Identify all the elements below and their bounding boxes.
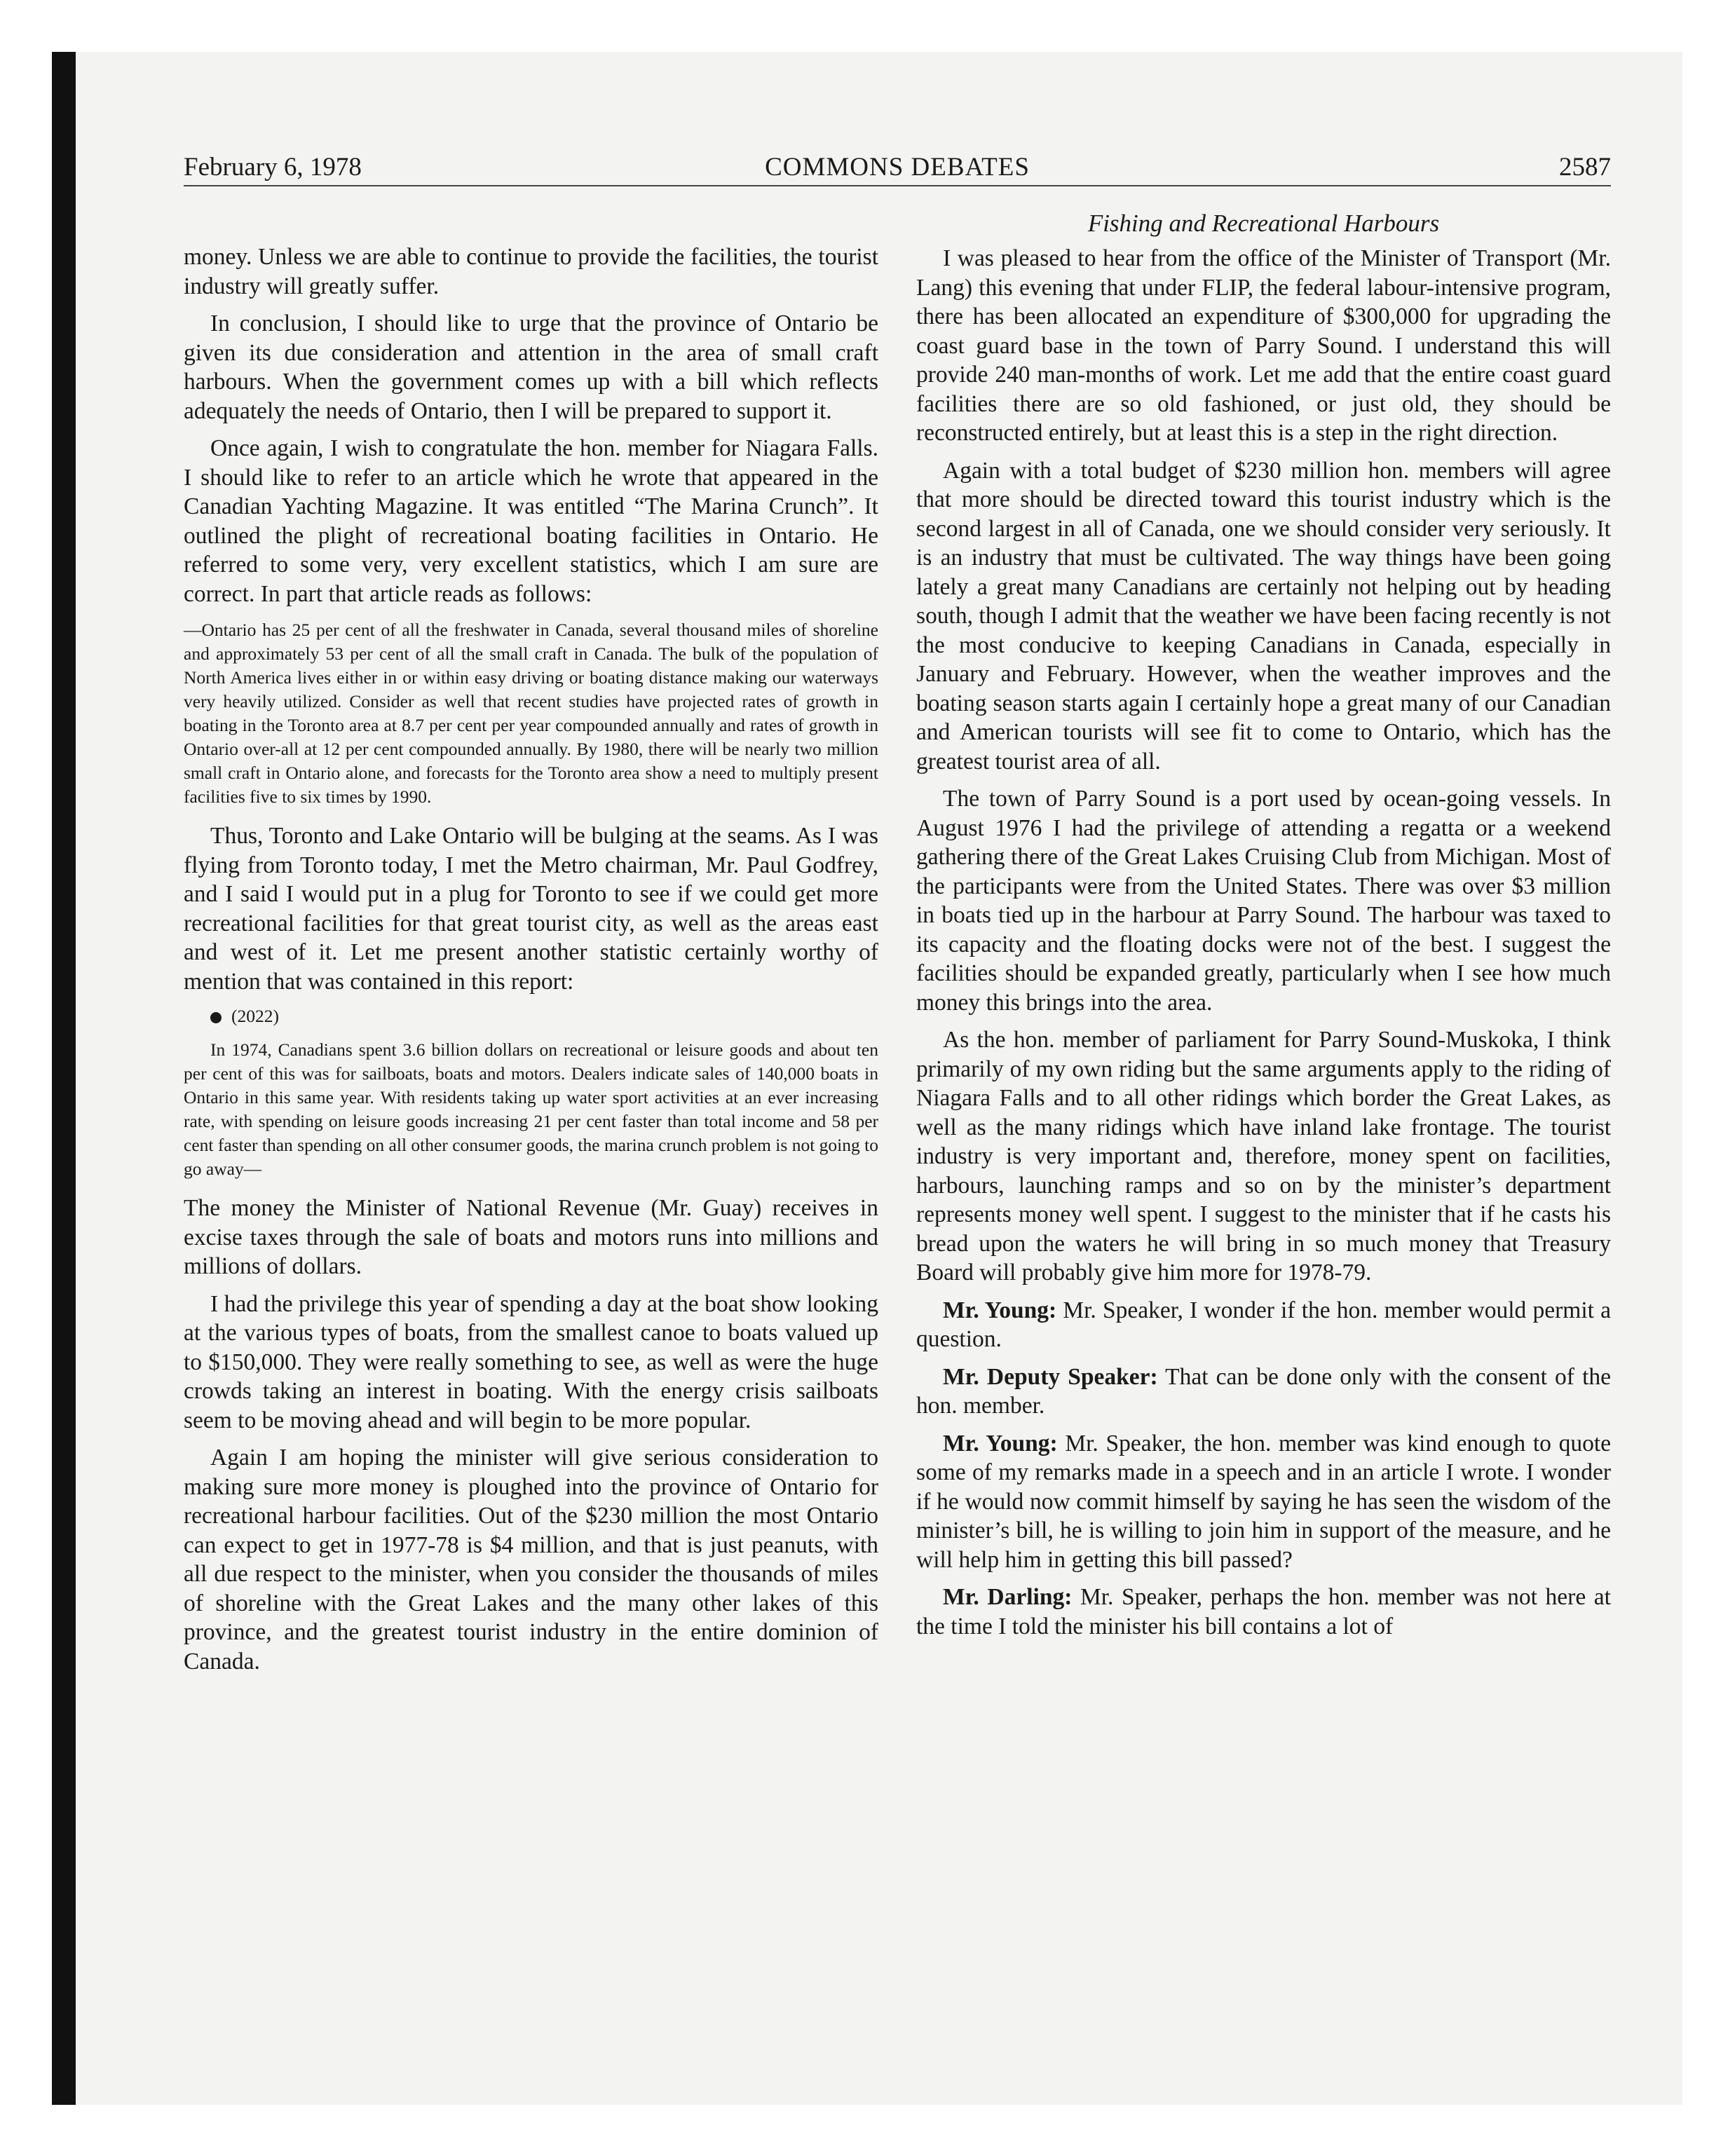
header-date: February 6, 1978	[184, 153, 362, 182]
paragraph: Thus, Toronto and Lake Ontario will be bulging at the seams. As I was flying from Toronto today, I met the Metro chairman, Mr. Paul Godfrey, and I said I would put in a plug for Toronto to see if we could get more recreational facilities for that great tourist city, as well as the areas east and west of it. Let me present another statistic certainly worthy of mention that was contained in this report:	[184, 823, 878, 995]
paragraph: The town of Parry Sound is a port used by ocean-going vessels. In August 1976 I had the privilege of attending a regatta or a weekend gathering there of the Great Lakes Cruising Club from Michigan. Most of the participants were from the United States. There was over $3 million in boats tied up in the harbour at Parry Sound. The harbour was taxed to its capacity and the floating docks were not of the best. I suggest the facilities should be expanded greatly, particularly when I see how much money this brings into the area.	[916, 786, 1611, 1016]
section-heading: Fishing and Recreational Harbours	[1087, 210, 1440, 237]
time-marker	[184, 1004, 878, 1028]
speaker-turn	[916, 1429, 1611, 1575]
paragraph: I was pleased to hear from the office of the Minister of Transport (Mr. Lang) this evening that under FLIP, the federal labour-intensive program, there has been allocated an expenditure of $300,000 for upgrading the coast guard base in the town of Parry Sound. I understand this will provide 240 man-months of work. Let me add that the entire coast guard facilities there are so old fashioned, or just old, they should be reconstructed entirely, but at least this is a step in the right direction.	[916, 245, 1611, 446]
speaker-turn	[916, 1296, 1611, 1354]
speaker-turn	[916, 1583, 1611, 1641]
speaker-turn	[916, 1363, 1611, 1421]
paragraph: Again I am hoping the minister will give serious consideration to making sure more money is ploughed into the province of Ontario for recreational harbour facilities. Out of the $230 million the most Ontario can expect to get in 1977-78 is $4 million, and that is just peanuts, with all due respect to the minister, when you consider the thousands of miles of shoreline with the Great Lakes and the many other lakes of this province, and the greatest tourist industry in the entire dominion of Canada.	[184, 1445, 878, 1674]
speaker-name: Mr. Deputy Speaker:	[943, 1363, 1158, 1390]
bullet-icon	[210, 1012, 222, 1023]
speaker-text: Mr. Speaker, perhaps the hon. member was not here at the time I told the minister his bill contains a lot of	[916, 1584, 1611, 1639]
quoted-excerpt: In 1974, Canadians spent 3.6 billion dollars on recreational or leisure goods and about ten per cent of this was for sailboats, boats and motors. Dealers indicate sales of 140,000 boats in Ontario in this same year. With residents taking up water sport activities at an ever increasing rate, with spending on leisure goods increasing 21 per cent faster than total income and 58 per cent faster than spending on all other consumer goods, the marina crunch problem is not going to go away—	[184, 1039, 878, 1179]
left-column	[184, 243, 878, 1684]
right-column	[916, 207, 1611, 1649]
page-header	[184, 150, 1611, 186]
speaker-text: That can be done only with the consent of the hon. member.	[916, 1363, 1611, 1419]
paragraph: Again with a total budget of $230 million hon. members will agree that more should be directed toward this tourist industry which is the second largest in all of Canada, one we should consider very seriously. It is an industry that must be cultivated. The way things have been going lately a great many Canadians are certainly not helping out by heading south, though I admit that the weather we have been facing recently is not the most conducive to keeping Canadians in Canada, especially in January and February. However, when the weather improves and the boating season starts again I certainly hope a great many of our Canadian and American tourists will see fit to come to Ontario, which has the greatest tourist area of all.	[916, 457, 1611, 775]
header-publication: COMMONS DEBATES	[765, 153, 1030, 182]
speaker-name: Mr. Young:	[943, 1297, 1057, 1323]
paragraph: The money the Minister of National Revenue (Mr. Guay) receives in excise taxes through the sale of boats and motors runs into millions and millions of dollars.	[184, 1195, 878, 1279]
paragraph: I had the privilege this year of spending a day at the boat show looking at the various types of boats, from the smallest canoe to boats valued up to $150,000. They were really something to see, as well as were the huge crowds taking an interest in boating. With the energy crisis sailboats seem to be moving ahead and will begin to be more popular.	[184, 1290, 878, 1433]
speaker-name: Mr. Darling:	[943, 1584, 1073, 1610]
speaker-text: Mr. Speaker, the hon. member was kind enough to quote some of my remarks made in a speech and in an article I wrote. I wonder if he would now commit himself by saying he has seen the wisdom of the minister’s bill, he is willing to join him in support of the measure, and he will help him in getting this bill passed?	[916, 1430, 1611, 1573]
paragraph: Once again, I wish to congratulate the hon. member for Niagara Falls. I should like to refer to an article which he wrote that appeared in the Canadian Yachting Magazine. It was entitled “The Marina Crunch”. It outlined the plight of recreational boating facilities in Ontario. He referred to some very, very excellent statistics, which I am sure are correct. In part that article reads as follows:	[184, 435, 878, 607]
speaker-name: Mr. Young:	[943, 1430, 1058, 1456]
paragraph: As the hon. member of parliament for Parry Sound-Muskoka, I think primarily of my own riding but the same arguments apply to the riding of Niagara Falls and to all other ridings which border the Great Lakes, as well as the many ridings which have inland lake frontage. The tourist industry is very important and, therefore, money spent on facilities, harbours, launching ramps and so on by the minister’s department represents money well spent. I suggest to the minister that if he casts his bread upon the waters he will bring in so much money that Treasury Board will probably give him more for 1978-79.	[916, 1027, 1611, 1285]
time-marker-text: (2022)	[231, 1006, 279, 1026]
paragraph: money. Unless we are able to continue to provide the facilities, the tourist industry will greatly suffer.	[184, 244, 878, 299]
scan-edge-shadow	[52, 52, 76, 2105]
header-page-number: 2587	[1559, 153, 1611, 182]
paragraph: In conclusion, I should like to urge that the province of Ontario be given its due consideration and attention in the area of small craft harbours. When the government comes up with a bill which reflects adequately the needs of Ontario, then I will be prepared to support it.	[184, 311, 878, 424]
quoted-excerpt: —Ontario has 25 per cent of all the freshwater in Canada, several thousand miles of shoreline and approximately 53 per cent of all the small craft in Canada. The bulk of the population of North America lives either in or within easy driving or boating distance making our waterways very heavily utilized. Consider as well that recent studies have projected rates of growth in boating in the Toronto area at 8.7 per cent per year compounded annually and rates of growth in Ontario over-all at 12 per cent compounded annually. By 1980, there will be nearly two million small craft in Ontario alone, and forecasts for the Toronto area show a need to multiply present facilities five to six times by 1990.	[184, 620, 878, 807]
speaker-text: Mr. Speaker, I wonder if the hon. member would permit a question.	[916, 1297, 1611, 1352]
